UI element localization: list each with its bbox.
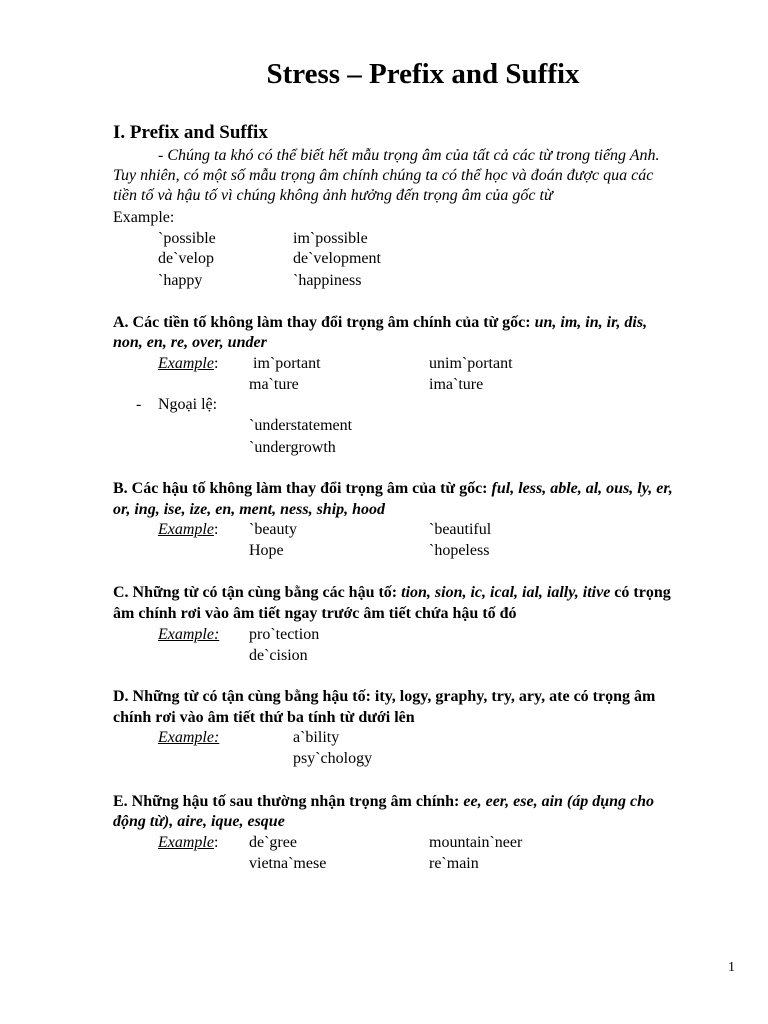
section-a-heading-line-2: non, en, re, over, under: [113, 334, 267, 351]
section-a-heading-text: A. Các tiền tố không làm thay đổi trọng âm chính của từ gốc:: [113, 314, 535, 331]
example-word: `beautiful: [429, 521, 492, 538]
section-c-heading-text: C. Những từ có tận cùng bằng các hậu tố:: [113, 584, 402, 601]
example-word: unim`portant: [429, 355, 513, 372]
section-c-heading-line-1: [113, 583, 671, 603]
example-word: `hopeless: [429, 542, 490, 559]
example-word: `possible: [158, 230, 216, 247]
exception-word: `understatement: [249, 417, 353, 434]
section-a-heading-line-1: [113, 313, 647, 333]
example-word: Hope: [249, 542, 284, 559]
section-c-suffix-list: tion, sion, ic, ical, ial, ially, itive: [401, 584, 611, 601]
intro-line-2: Tuy nhiên, có một số mẫu trọng âm chính chúng ta có thể học và đoán được qua các: [113, 167, 654, 184]
page-title: Stress – Prefix and Suffix: [266, 58, 580, 90]
section-c-heading-text-end: có trọng: [610, 584, 671, 601]
example-word: psy`chology: [293, 750, 373, 767]
section-c-heading-line-2: âm chính rơi vào âm tiết ngay trước âm tiết chứa hậu tố đó: [113, 605, 517, 622]
exception-label: Ngoại lệ:: [158, 396, 218, 413]
example-label: Example:: [158, 521, 219, 538]
example-label: Example:: [158, 626, 220, 643]
example-label: Example:: [158, 834, 219, 851]
list-dash: -: [136, 396, 142, 413]
example-word: mountain`neer: [429, 834, 523, 851]
section-e-suffix-list: ee, eer, ese, ain (áp dụng cho: [463, 793, 655, 810]
example-word: ima`ture: [429, 376, 484, 393]
example-word: im`portant: [253, 355, 321, 372]
example-word: `happy: [158, 272, 203, 289]
section-b-heading-line-2: or, ing, ise, ize, en, ment, ness, ship, hood: [113, 501, 386, 518]
exception-word: `undergrowth: [249, 439, 336, 456]
example-word: `happiness: [293, 272, 362, 289]
example-word: de`gree: [249, 834, 297, 851]
example-word: im`possible: [293, 230, 368, 247]
example-word: de`velopment: [293, 250, 381, 267]
section-e-heading-line-1: [113, 792, 654, 812]
section-d-heading-line-1: D. Những từ có tận cùng bằng hậu tố: ity, logy, graphy, try, ary, ate có trọng âm: [113, 688, 656, 705]
example-label: Example:: [158, 355, 219, 372]
example-word: pro`tection: [249, 626, 320, 643]
example-word: `beauty: [249, 521, 297, 538]
example-word: de`cision: [249, 647, 308, 664]
section-b-heading-line-1: [113, 479, 673, 499]
section-e-heading-text: E. Những hậu tố sau thường nhận trọng âm chính:: [113, 793, 464, 810]
example-word: ma`ture: [249, 376, 299, 393]
intro-line-1: - Chúng ta khó có thể biết hết mẫu trọng âm của tất cả các từ trong tiếng Anh.: [158, 147, 660, 164]
section-b-suffix-list: ful, less, able, al, ous, ly, er,: [491, 480, 673, 497]
section-heading-prefix-suffix: I. Prefix and Suffix: [113, 122, 268, 143]
example-word: re`main: [429, 855, 479, 872]
page-number: 1: [728, 960, 735, 975]
example-word: vietna`mese: [249, 855, 327, 872]
section-d-heading-line-2: chính rơi vào âm tiết thứ ba tính từ dưới lên: [113, 709, 415, 726]
intro-line-3: tiền tố và hậu tố vì chúng không ảnh hưởng đến trọng âm của gốc từ: [113, 187, 553, 204]
example-label: Example:: [158, 729, 220, 746]
section-e-heading-line-2: động từ), aire, ique, esque: [113, 813, 285, 830]
example-word: a`bility: [293, 729, 340, 746]
section-a-prefix-list: un, im, in, ir, dis,: [534, 314, 648, 331]
example-label: Example:: [113, 209, 175, 226]
section-b-heading-text: B. Các hậu tố không làm thay đổi trọng âm của từ gốc:: [113, 480, 492, 497]
example-word: de`velop: [158, 250, 214, 267]
